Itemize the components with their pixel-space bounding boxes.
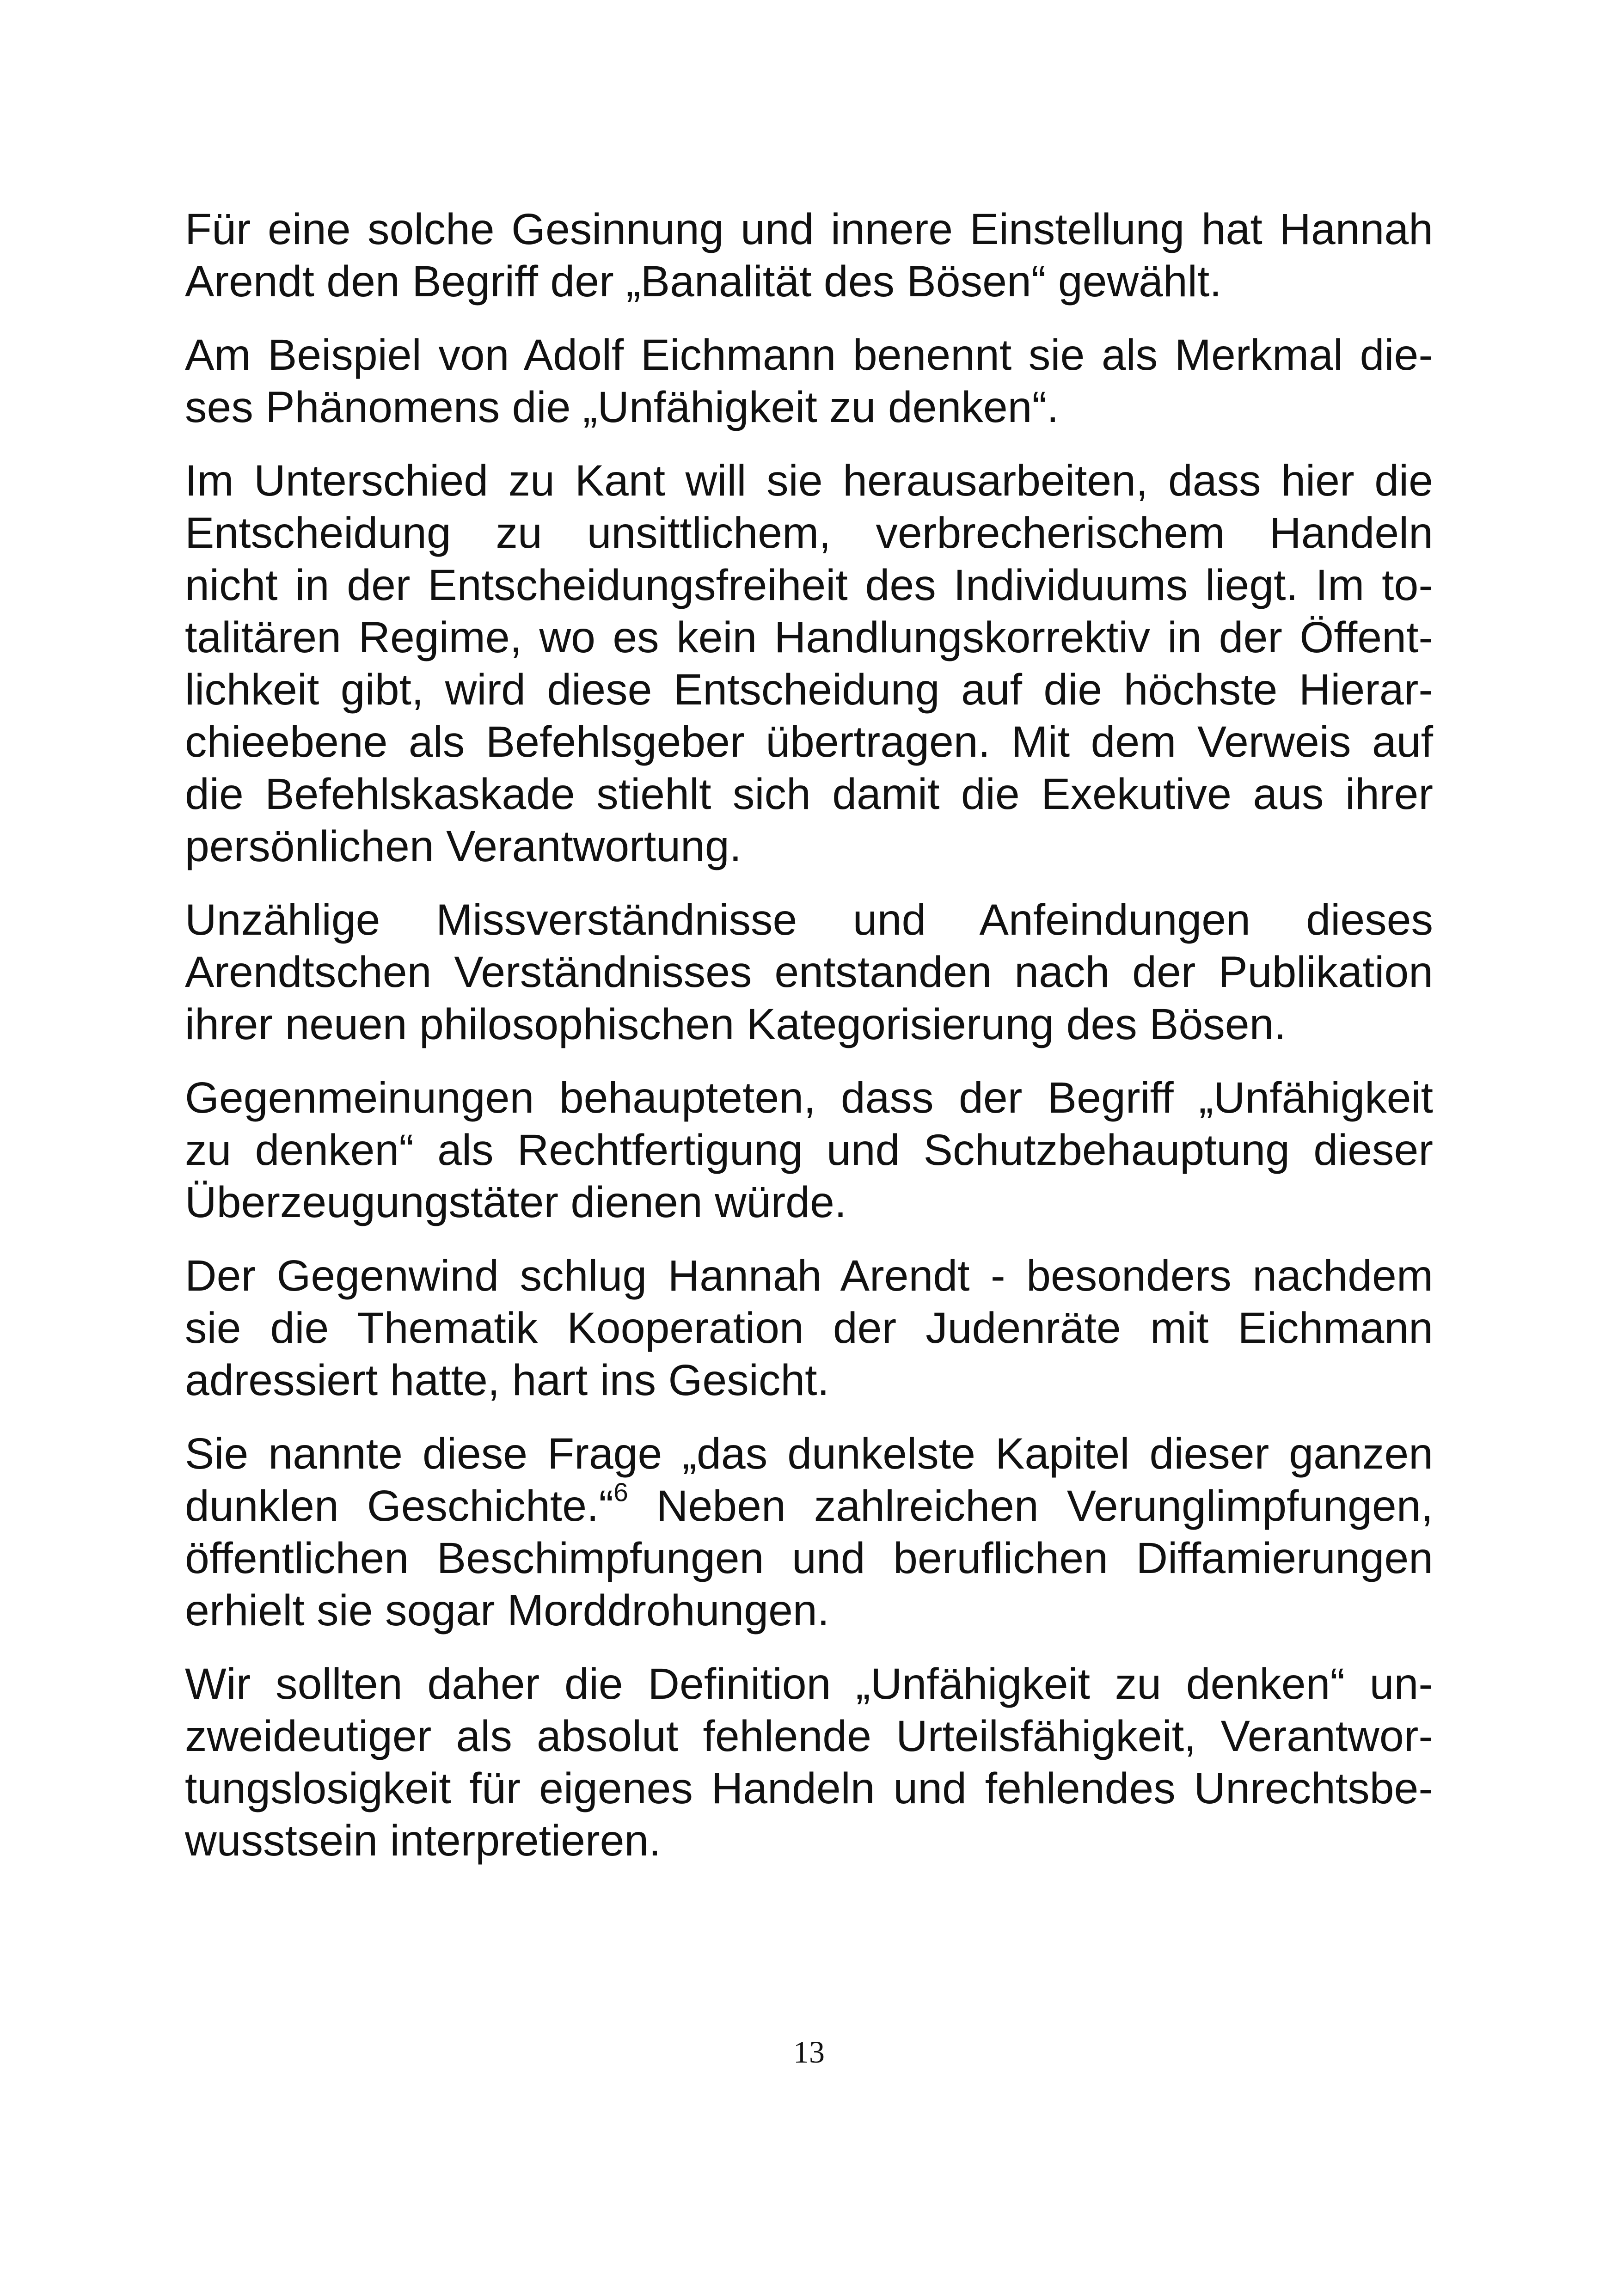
- text-line: chieebene als Befehlsgeber übertragen. Mit dem Verweis auf: [185, 717, 1433, 766]
- paragraph-8: [185, 1658, 1433, 1867]
- paragraph-7: [185, 1428, 1433, 1637]
- text-line: erhielt sie sogar Morddrohungen.: [185, 1586, 830, 1635]
- paragraph-1: [185, 203, 1433, 308]
- text-line: ses Phänomens die „Unfähigkeit zu denken“.: [185, 383, 1059, 432]
- footnote-reference[interactable]: 6: [613, 1477, 628, 1507]
- text-line: öffentlichen Beschimpfungen und beruflichen Diffamierungen: [185, 1534, 1433, 1583]
- text-line: Entscheidung zu unsittlichem, verbrecherischem Handeln: [185, 508, 1433, 557]
- text-line: Der Gegenwind schlug Hannah Arendt - besonders nachdem: [185, 1251, 1433, 1300]
- text-line: persönlichen Verantwortung.: [185, 822, 742, 871]
- text-line-with-footnote: [185, 1477, 1433, 1532]
- text-line: Unzählige Missverständnisse und Anfeindungen dieses: [185, 895, 1433, 944]
- text-line: Für eine solche Gesinnung und innere Einstellung hat Hannah: [185, 205, 1433, 254]
- page-number: 13: [793, 2034, 825, 2069]
- paragraph-2: [185, 329, 1433, 434]
- text-line: ihrer neuen philosophischen Kategorisierung des Bösen.: [185, 1000, 1286, 1049]
- paragraph-5: [185, 1072, 1433, 1229]
- text-line: talitären Regime, wo es kein Handlungskorrektiv in der Öffent-: [185, 613, 1433, 662]
- text-line: Wir sollten daher die Definition „Unfähigkeit zu denken“ un-: [185, 1659, 1433, 1708]
- text-line: Gegenmeinungen behaupteten, dass der Begriff „Unfähigkeit: [185, 1073, 1433, 1122]
- text-segment: Neben zahlreichen Verunglimpfungen,: [628, 1482, 1433, 1531]
- text-line: wusstsein interpretieren.: [185, 1816, 661, 1865]
- text-line: tungslosigkeit für eigenes Handeln und fehlendes Unrechtsbe-: [185, 1764, 1433, 1813]
- text-line: sie die Thematik Kooperation der Judenräte mit Eichmann: [185, 1304, 1433, 1353]
- paragraph-4: [185, 894, 1433, 1051]
- text-line: Sie nannte diese Frage „das dunkelste Kapitel dieser ganzen: [185, 1429, 1433, 1478]
- text-line: adressiert hatte, hart ins Gesicht.: [185, 1356, 829, 1405]
- text-line: nicht in der Entscheidungsfreiheit des Individuums liegt. Im to-: [185, 561, 1433, 610]
- text-line: Im Unterschied zu Kant will sie herausarbeiten, dass hier die: [185, 456, 1433, 505]
- text-line: Überzeugungstäter dienen würde.: [185, 1178, 847, 1227]
- paragraph-6: [185, 1250, 1433, 1407]
- text-line: zweideutiger als absolut fehlende Urteilsfähigkeit, Verantwor-: [185, 1712, 1433, 1761]
- text-line: zu denken“ als Rechtfertigung und Schutzbehauptung dieser: [185, 1126, 1433, 1175]
- text-segment: dunklen Geschichte.“: [185, 1482, 614, 1531]
- text-line: Arendtschen Verständnisses entstanden nach der Publikation: [185, 948, 1433, 997]
- text-line: Am Beispiel von Adolf Eichmann benennt sie als Merkmal die-: [185, 331, 1433, 380]
- text-line: lichkeit gibt, wird diese Entscheidung auf die höchste Hierar-: [185, 665, 1433, 714]
- paragraph-3: [185, 455, 1433, 873]
- text-line: Arendt den Begriff der „Banalität des Bösen“ gewählt.: [185, 257, 1222, 306]
- text-line: die Befehlskaskade stiehlt sich damit die Exekutive aus ihrer: [185, 770, 1433, 819]
- body-text: [185, 203, 1433, 1888]
